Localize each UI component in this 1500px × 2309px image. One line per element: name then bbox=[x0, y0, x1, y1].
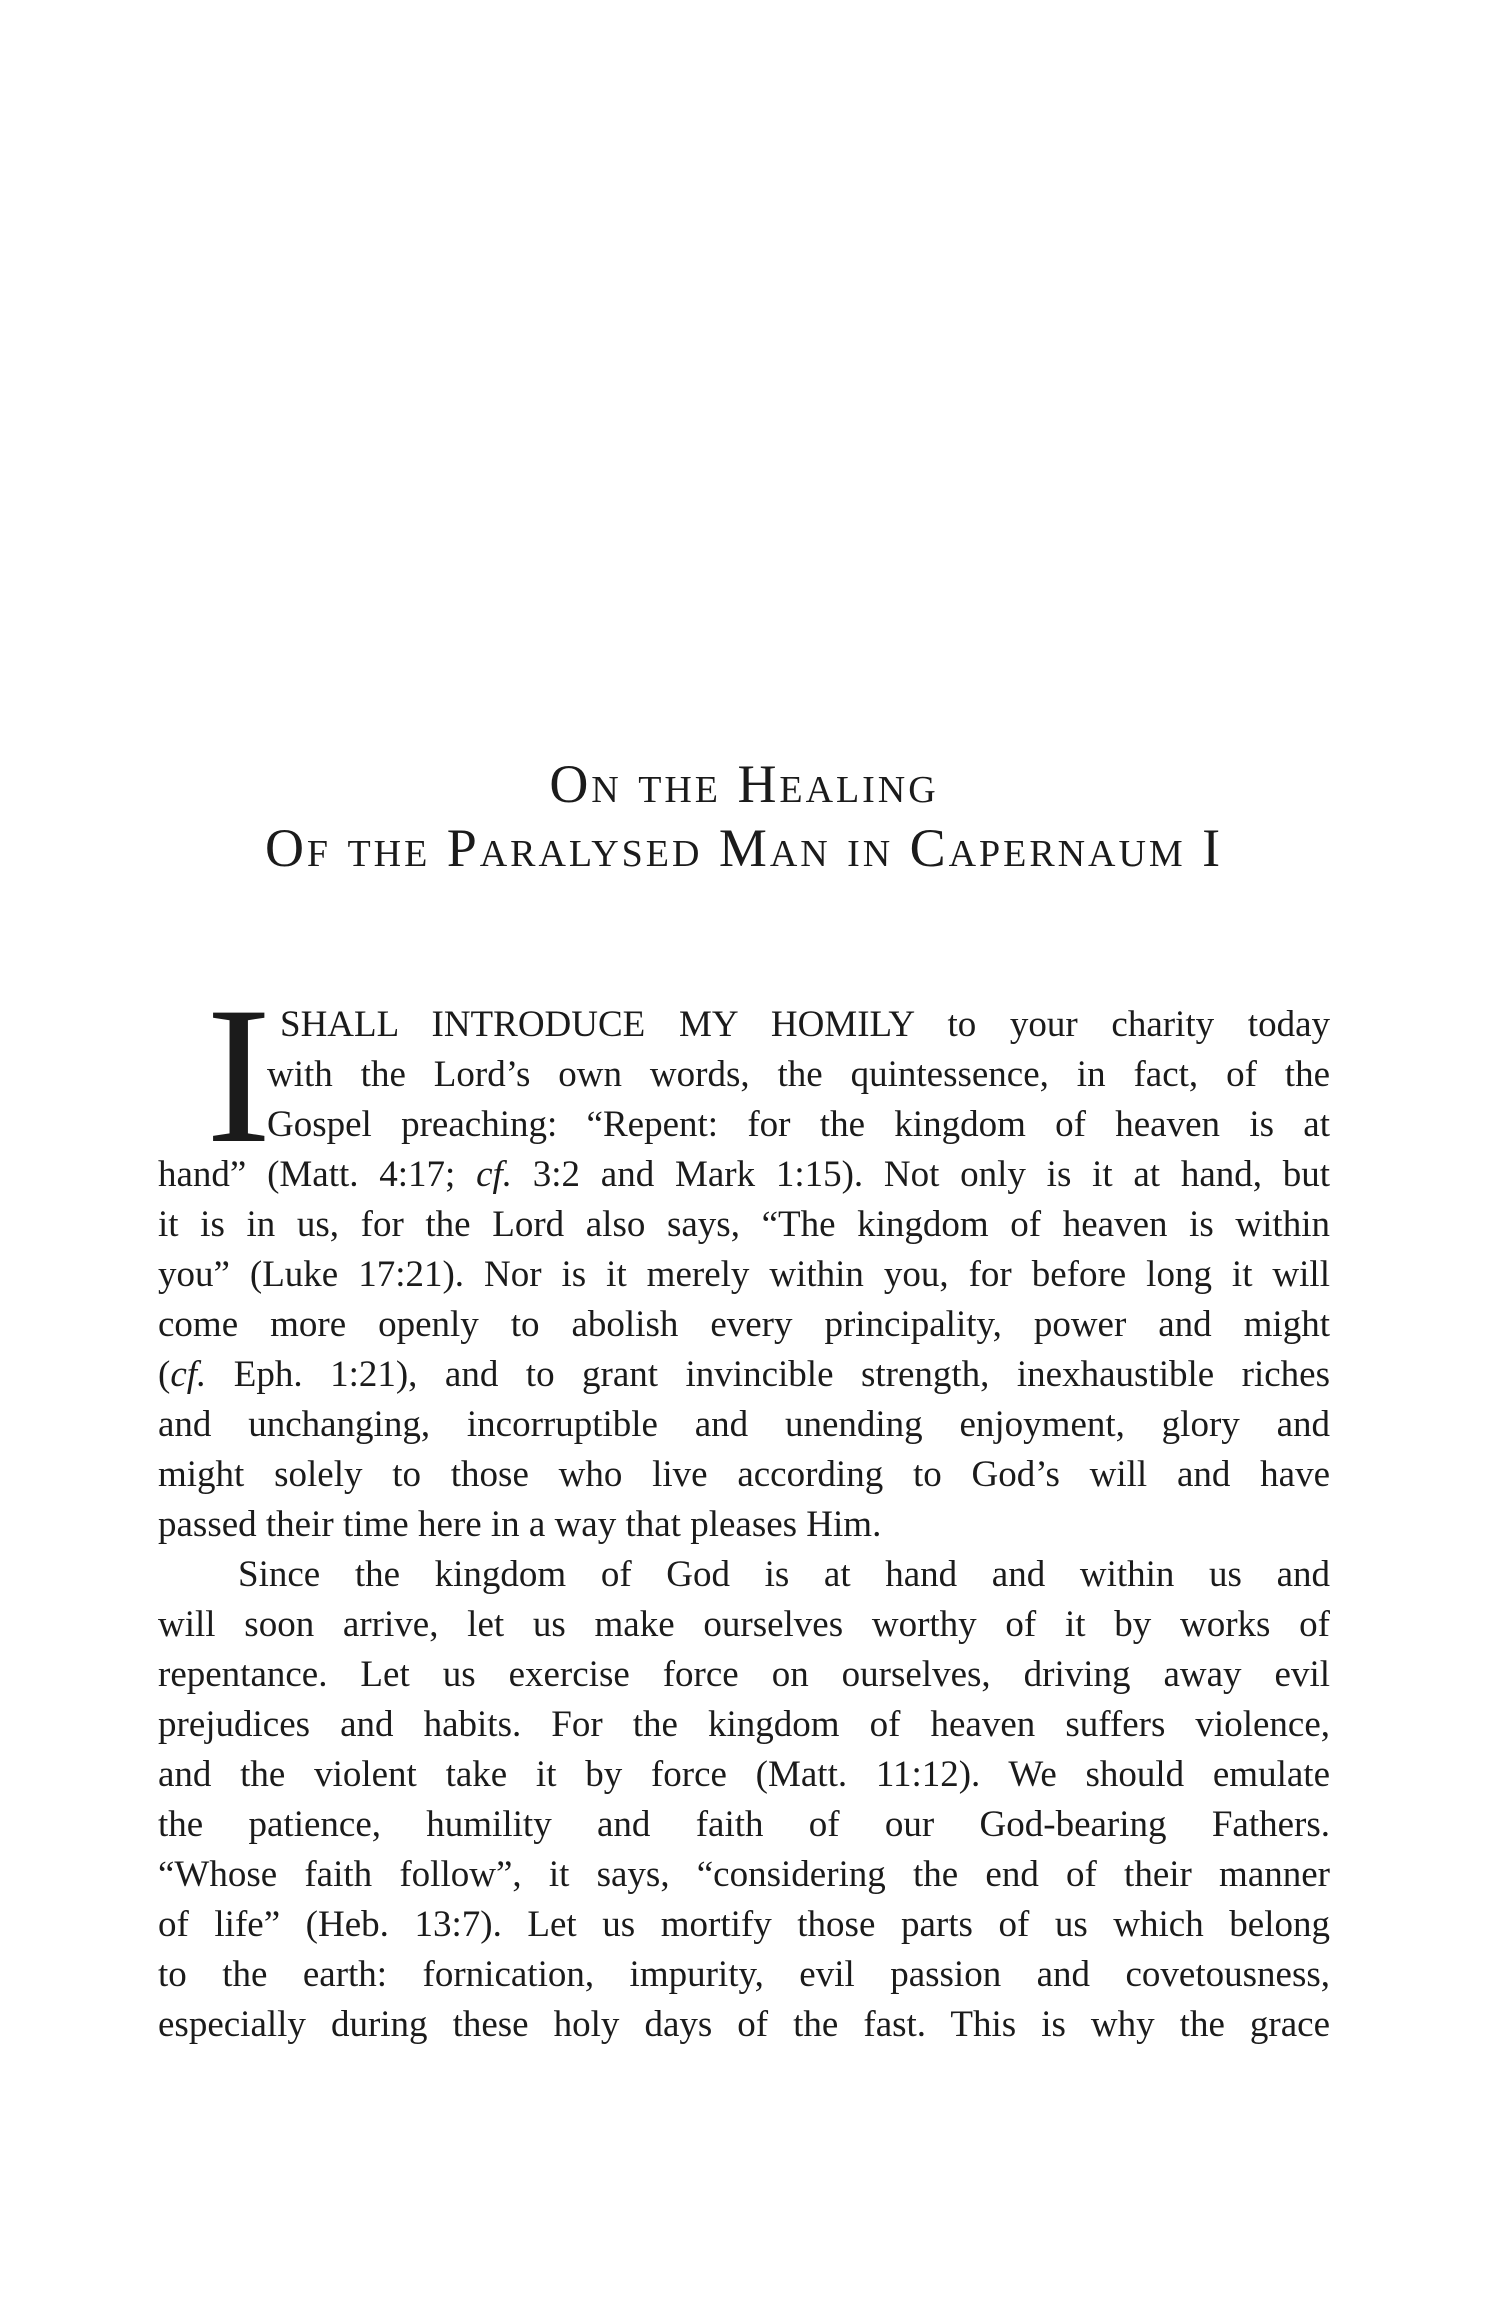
body-line bbox=[158, 1700, 1330, 1750]
text-segment: will soon arrive, let us make ourselves worthy of it by works of bbox=[158, 1604, 1330, 1645]
chapter-title-line1: On the Healing bbox=[549, 754, 939, 814]
body-line bbox=[158, 1450, 1330, 1500]
text-segment: with the Lord’s own words, the quintessence, in fact, of the bbox=[267, 1054, 1330, 1095]
text-segment: SHALL INTRODUCE MY HOMILY to your charity today bbox=[280, 1004, 1330, 1045]
text-segment: 3:2 and Mark 1:15). Not only is it at hand, but bbox=[512, 1154, 1331, 1195]
body-line bbox=[158, 1850, 1330, 1900]
text-segment: and the violent take it by force (Matt. 11:12). We should emulate bbox=[158, 1754, 1330, 1795]
body-line bbox=[158, 1900, 1330, 1950]
drop-cap-initial: I bbox=[206, 967, 272, 1184]
body-line bbox=[158, 1500, 1330, 1550]
homily-body-text bbox=[158, 1000, 1330, 2050]
text-segment: Since the kingdom of God is at hand and within us and bbox=[238, 1554, 1330, 1595]
text-segment: you” (Luke 17:21). Nor is it merely within you, for before long it will bbox=[158, 1254, 1330, 1295]
body-line bbox=[158, 1600, 1330, 1650]
text-segment: Eph. 1:21), and to grant invincible strength, inexhaustible riches bbox=[206, 1354, 1330, 1395]
text-segment: especially during these holy days of the fast. This is why the grace bbox=[158, 2004, 1330, 2045]
body-line bbox=[267, 1050, 1330, 1100]
body-line bbox=[158, 1350, 1330, 1400]
text-segment: and unchanging, incorruptible and unending enjoyment, glory and bbox=[158, 1404, 1330, 1445]
body-line bbox=[158, 1150, 1330, 1200]
text-segment: the patience, humility and faith of our God-bearing Fathers. bbox=[158, 1804, 1330, 1845]
text-segment: hand” (Matt. 4:17; bbox=[158, 1154, 477, 1195]
body-line bbox=[158, 1800, 1330, 1850]
chapter-title-line2: Of the Paralysed Man in Capernaum I bbox=[264, 818, 1224, 878]
italic-citation: cf. bbox=[476, 1154, 513, 1195]
text-segment: ( bbox=[158, 1354, 171, 1395]
text-segment: it is in us, for the Lord also says, “The kingdom of heaven is within bbox=[158, 1204, 1330, 1245]
body-line bbox=[280, 1000, 1330, 1050]
italic-citation: cf. bbox=[170, 1354, 207, 1395]
text-segment: passed their time here in a way that pleases Him. bbox=[158, 1504, 882, 1545]
text-segment: to the earth: fornication, impurity, evil passion and covetousness, bbox=[158, 1954, 1330, 1995]
body-line bbox=[158, 1400, 1330, 1450]
body-line bbox=[158, 1200, 1330, 1250]
text-segment: “Whose faith follow”, it says, “considering the end of their manner bbox=[158, 1854, 1330, 1895]
text-segment: prejudices and habits. For the kingdom of heaven suffers violence, bbox=[158, 1704, 1330, 1745]
body-line bbox=[267, 1100, 1330, 1150]
body-line bbox=[158, 1650, 1330, 1700]
body-line bbox=[158, 1550, 1330, 1600]
text-segment: might solely to those who live according to God’s will and have bbox=[158, 1454, 1330, 1495]
body-line bbox=[158, 1300, 1330, 1350]
text-segment: Gospel preaching: “Repent: for the kingdom of heaven is at bbox=[267, 1104, 1330, 1145]
chapter-title bbox=[158, 752, 1330, 880]
text-segment: repentance. Let us exercise force on ourselves, driving away evil bbox=[158, 1654, 1330, 1695]
body-line bbox=[158, 1250, 1330, 1300]
text-segment: come more openly to abolish every principality, power and might bbox=[158, 1304, 1330, 1345]
text-segment: of life” (Heb. 13:7). Let us mortify those parts of us which belong bbox=[158, 1904, 1330, 1945]
body-line bbox=[158, 2000, 1330, 2050]
body-line bbox=[158, 1750, 1330, 1800]
body-line bbox=[158, 1950, 1330, 2000]
